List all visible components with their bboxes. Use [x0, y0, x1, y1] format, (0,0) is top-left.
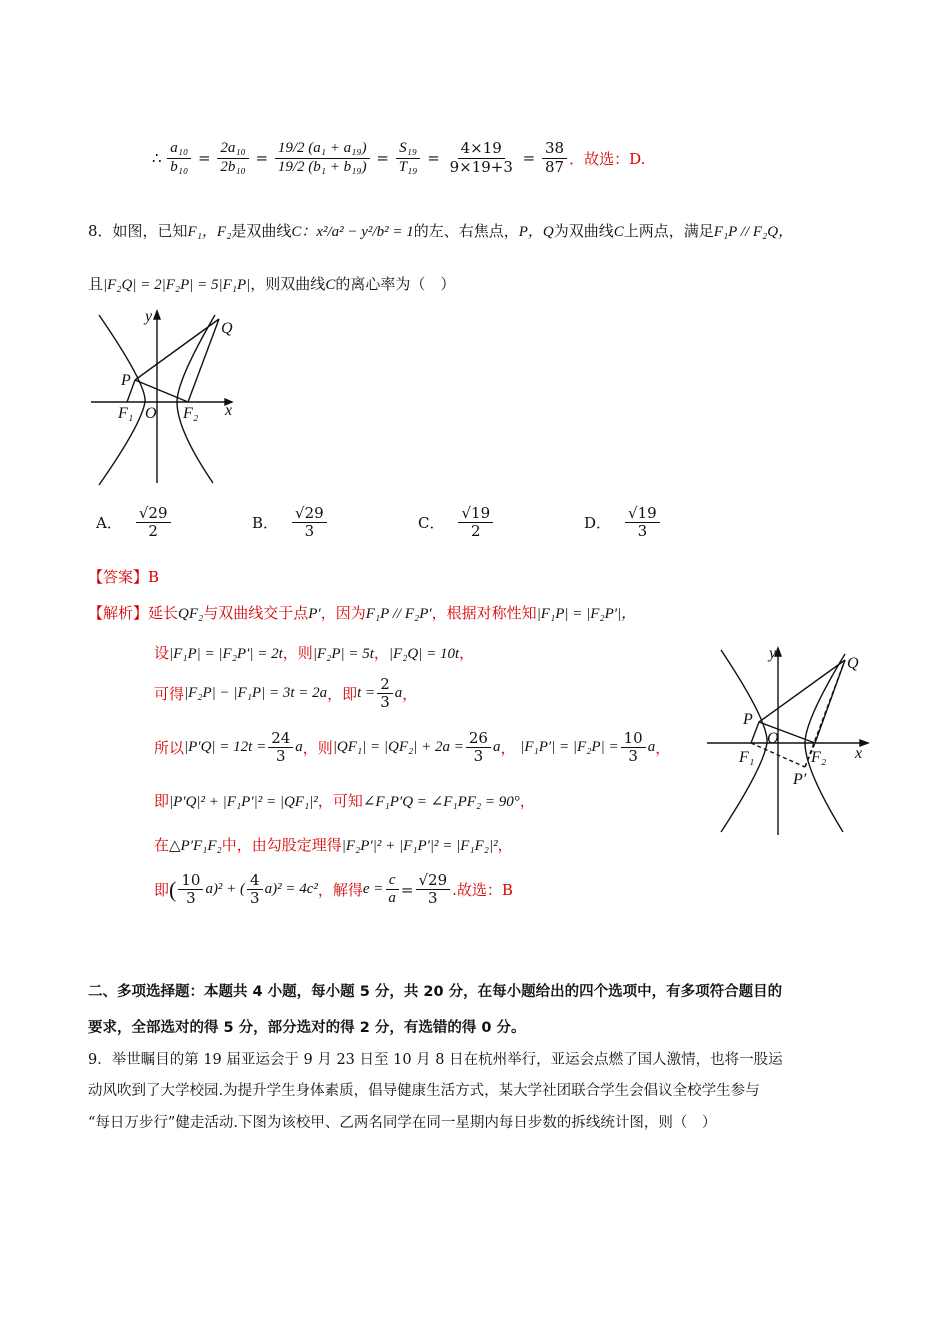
- frac-den: 87: [545, 157, 565, 176]
- option-letter: C．: [418, 514, 445, 533]
- analysis-text: 所以: [154, 739, 185, 758]
- analysis-text: ，: [500, 739, 516, 758]
- frac-den: 2: [148, 522, 158, 541]
- analysis-text: 即: [154, 792, 170, 810]
- analysis-math: |F₂P| − |F₁P| = 3t = 2a: [184, 685, 328, 702]
- analysis-math: a: [394, 685, 403, 702]
- label-O: O: [767, 730, 779, 747]
- frac-a10-b10: [167, 140, 191, 176]
- label-F1: F₁: [739, 749, 755, 766]
- analysis-math: P′: [308, 606, 321, 622]
- answer-line: [88, 566, 159, 587]
- analysis-line2: [154, 642, 474, 663]
- q8-text: 的左、右焦点，: [413, 222, 519, 240]
- frac-10-3: [178, 872, 203, 908]
- label-F1: F₁: [118, 405, 134, 422]
- analysis-text: ，: [373, 644, 389, 662]
- analysis-math: |P′Q| = 12t =: [184, 739, 267, 756]
- frac-den: 19/2 (b₁ + b₁₉): [277, 158, 367, 175]
- q8-text: 是双曲线: [231, 222, 292, 240]
- analysis-math: |P′Q|² + |F₁P′|² = |QF₁|²: [169, 794, 318, 810]
- analysis-math: △P′F₁F₂: [169, 838, 222, 854]
- q8-text: 为双曲线: [553, 222, 614, 240]
- analysis-math: |F₂P′|² + |F₁P′|² = |F₁F₂|²: [341, 838, 498, 854]
- label-P: P: [743, 711, 753, 728]
- frac-num: 2: [377, 676, 393, 694]
- analysis-tag: 【解析】: [88, 604, 149, 622]
- frac-num: √19: [458, 505, 493, 523]
- frac-26-3: [466, 730, 491, 766]
- analysis-text: ，则: [282, 644, 313, 662]
- analysis-line6: [154, 834, 513, 855]
- frac-c-a: [385, 872, 399, 908]
- frac-2a10-2b10: [217, 140, 248, 176]
- question9-line3: “每日万步行”健走活动.下图为该校甲、乙两名同学在同一星期内每日步数的拆线统计图，则（ ）: [88, 1115, 717, 1131]
- analysis-line3: [154, 676, 417, 712]
- frac-num: 4×19: [458, 140, 505, 158]
- frac-24-3: [268, 730, 293, 766]
- analysis-text: ，: [655, 739, 671, 758]
- analysis-text: 中，由勾股定理得: [221, 836, 342, 854]
- frac-num: 24: [268, 730, 293, 748]
- frac-den: 3: [304, 522, 315, 541]
- q8-math: |F₂Q| = 2|F₂P| = 5|F₁P|: [103, 277, 251, 293]
- analysis-text: 可得: [154, 685, 185, 704]
- frac-sqrt29-3: [416, 872, 451, 908]
- frac-num: 26: [466, 730, 491, 748]
- option-a[interactable]: [96, 505, 173, 541]
- analysis-text: 设: [154, 644, 170, 662]
- analysis-text: 即: [154, 881, 170, 900]
- analysis-text: ，因为: [320, 604, 366, 622]
- analysis-math: e =: [362, 881, 384, 898]
- frac-num: √29: [292, 505, 327, 523]
- option-letter: D．: [584, 514, 612, 533]
- top-formula: ∴ $\frac{\text{a₁₀}}{\text{b₁₀}}$ = $\frac{\text{2a₁₀}}{\text{2b₁₀}}$ = $\frac{\text{19/2 (a₁ + a₁₉)}}{\text{19/2 (b₁ + b₁₉)}}$ = $\frac{\text{S₁₉}}{\text{T₁₉}}$ = $\frac{4\times 19}{9\times 19+3}$ = $\frac{38}{87}$ ．故选：D.: [152, 139, 646, 176]
- option-d[interactable]: [584, 505, 662, 541]
- segment-F2Q: [188, 319, 219, 402]
- label-y: y: [769, 645, 777, 662]
- analysis-text: ，根据对称性知: [431, 604, 537, 622]
- q8-text: 8．如图，已知: [88, 222, 188, 240]
- frac-den: 3: [473, 747, 484, 766]
- frac-result: [542, 140, 567, 176]
- frac-num: 19/2 (a₁ + a₁₉): [275, 140, 370, 158]
- frac-num: 10: [178, 872, 203, 890]
- analysis-text: ，解得: [317, 881, 363, 900]
- option-c[interactable]: [418, 505, 495, 541]
- q8-text: ，则双曲线: [250, 275, 326, 293]
- q8-math: F₁，F₂: [187, 224, 232, 240]
- frac-num: √19: [625, 505, 660, 523]
- analysis-math: F₁P // F₂P′: [365, 606, 432, 622]
- analysis-conclusion: .故选：B: [452, 881, 513, 900]
- analysis-line1: [88, 602, 636, 623]
- label-P: P: [121, 372, 131, 389]
- analysis-text: ，即: [327, 685, 358, 704]
- analysis-math: |F₁P′| = |F₂P| =: [520, 739, 619, 756]
- left-branch: [99, 315, 145, 485]
- frac-num: √29: [136, 505, 171, 523]
- analysis-math: |F₂Q| = 10t: [388, 646, 460, 662]
- question8-line1: [88, 220, 793, 241]
- hyperbola-figure-1: [85, 305, 245, 490]
- equals-sign: =: [400, 880, 414, 899]
- frac-den: 3: [250, 889, 260, 908]
- option-letter: A．: [96, 514, 122, 533]
- analysis-text: ，则: [302, 739, 333, 758]
- analysis-math: a)² + (: [205, 881, 246, 898]
- q8-text: 上两点，满足: [623, 222, 714, 240]
- frac-num: √29: [416, 872, 451, 890]
- analysis-math: a: [647, 739, 656, 756]
- frac-den: 3: [428, 889, 438, 908]
- frac-s19-t19: [396, 140, 421, 176]
- frac-den: a: [388, 890, 396, 907]
- label-y: y: [145, 308, 153, 325]
- label-x: x: [855, 745, 863, 762]
- analysis-line4: [154, 730, 670, 766]
- left-branch: [721, 650, 767, 832]
- label-O: O: [145, 405, 157, 422]
- analysis-math: a: [295, 739, 303, 756]
- analysis-text: 与双曲线交于点: [203, 604, 309, 622]
- q8-math: C: [325, 277, 336, 293]
- frac-den: 3: [275, 747, 286, 766]
- frac-num: 38: [542, 140, 567, 158]
- frac-num: 4: [247, 872, 263, 890]
- analysis-math: a: [492, 739, 501, 756]
- frac-num: S₁₉: [396, 140, 420, 158]
- label-Q: Q: [847, 655, 859, 672]
- right-branch: [177, 315, 215, 483]
- analysis-text: ，可知: [317, 792, 363, 810]
- label-Pprime: P′: [793, 771, 807, 788]
- frac-den: 3: [380, 693, 390, 712]
- analysis-text: 在: [154, 836, 170, 854]
- segment-PQ: [759, 660, 845, 722]
- section2-line1: 二、多项选择题：本题共 4 小题，每小题 5 分，共 20 分，在每小题给出的四个选项中，有多项符合题目的: [88, 984, 783, 1000]
- analysis-math: QF₂: [178, 606, 204, 622]
- analysis-text: ，: [497, 836, 513, 854]
- label-Q: Q: [221, 320, 233, 337]
- question9-line2: 动风吹到了大学校园.为提升学生身体素质，倡导健康生活方式，某大学社团联合学生会倡议全校学生参与: [88, 1083, 760, 1099]
- option-value: [458, 505, 493, 541]
- analysis-math: a)² = 4c²: [264, 881, 318, 898]
- analysis-math: |F₁P| = |F₂P′| = 2t: [169, 646, 283, 662]
- analysis-math: |F₂P| = 5t: [312, 646, 374, 662]
- analysis-math: t =: [357, 685, 376, 702]
- analysis-math: |QF₁| = |QF₂| + 2a =: [332, 739, 464, 756]
- frac-den: b₁₀: [170, 158, 189, 175]
- analysis-line5: [154, 790, 535, 811]
- therefore-symbol: ∴: [152, 150, 166, 167]
- q8-hyperbola-eq: C：x²/a² − y²/b² = 1: [291, 224, 414, 240]
- label-x: x: [225, 402, 233, 419]
- frac-den: 2: [471, 522, 481, 541]
- frac-num: 10: [621, 730, 646, 748]
- frac-den: 9×19+3: [449, 157, 513, 176]
- paren-open: (: [169, 876, 177, 902]
- frac-4-3: [247, 872, 263, 908]
- frac-num: c: [386, 872, 399, 890]
- frac-two-thirds: [377, 676, 393, 712]
- frac-den: T₁₉: [398, 158, 418, 175]
- question8-line2: [88, 273, 455, 294]
- analysis-math: ∠F₁P′Q = ∠F₁PF₂ = 90°: [362, 794, 520, 810]
- question9-line1: 9．举世瞩目的第 19 届亚运会于 9 月 23 日至 10 月 8 日在杭州举行，亚运会点燃了国人激情，也将一股运: [88, 1052, 783, 1068]
- frac-den: 3: [637, 522, 648, 541]
- analysis-text: ，: [519, 792, 535, 810]
- frac-den: 3: [186, 889, 196, 908]
- frac-sum: [275, 140, 370, 176]
- label-F2: F₂: [811, 749, 827, 766]
- analysis-text: ，: [459, 644, 475, 662]
- analysis-text: ，: [402, 685, 418, 704]
- hyperbola-figure-2: [705, 640, 875, 840]
- option-value: [136, 505, 171, 541]
- answer-tag: 【答案】: [88, 568, 149, 586]
- option-letter: B．: [252, 514, 279, 533]
- analysis-line7: [154, 872, 513, 908]
- frac-10-3: [621, 730, 646, 766]
- answer-value: B: [148, 568, 160, 586]
- top-conclusion: ．故选：D.: [569, 149, 646, 168]
- q8-text: 且: [88, 275, 104, 293]
- label-F2: F₂: [183, 405, 199, 422]
- analysis-text: 延长: [148, 604, 179, 622]
- section2-line2: 要求，全部选对的得 5 分，部分选对的得 2 分，有选错的得 0 分。: [88, 1020, 526, 1036]
- frac-num: a₁₀: [167, 140, 191, 158]
- q8-math: P，Q: [518, 224, 554, 240]
- frac-num: 2a₁₀: [217, 140, 248, 158]
- option-value: [625, 505, 660, 541]
- frac-numeric: [447, 140, 516, 176]
- frac-den: 3: [628, 747, 638, 766]
- y-arrow-icon: [154, 311, 160, 319]
- q8-math: C: [613, 224, 624, 240]
- q8-text: 的离心率为（ ）: [335, 275, 456, 293]
- analysis-math: |F₁P| = |F₂P′|，: [536, 606, 637, 622]
- frac-den: 2b₁₀: [220, 158, 246, 175]
- option-b[interactable]: [252, 505, 329, 541]
- option-value: [292, 505, 327, 541]
- q8-math: F₁P // F₂Q，: [713, 224, 794, 240]
- segment-PQ: [135, 319, 219, 380]
